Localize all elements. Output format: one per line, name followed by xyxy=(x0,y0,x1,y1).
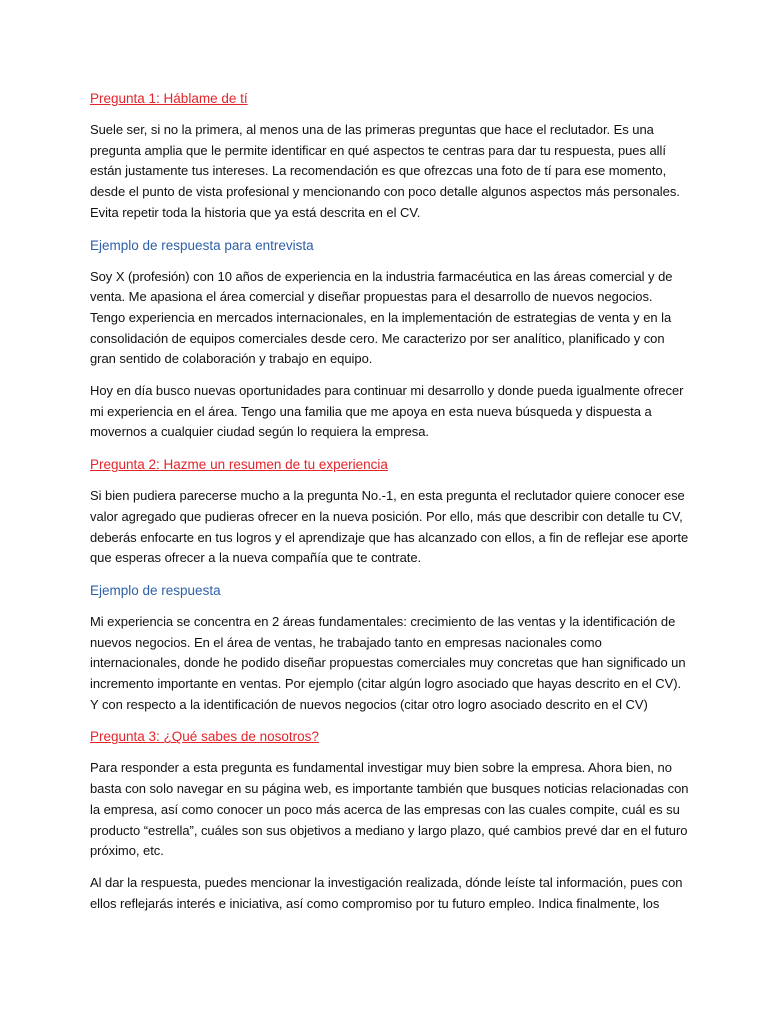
example-1-paragraph-2: Hoy en día busco nuevas oportunidades para continuar mi desarrollo y donde pueda igualmente ofrecer mi experiencia en el área. Tengo una familia que me apoya en esta nueva búsqueda y dispuesta a movernos a cualquier ciudad según lo requiera la empresa. xyxy=(90,383,684,440)
example-2-heading: Ejemplo de respuesta xyxy=(90,582,221,598)
document-page xyxy=(90,88,690,914)
question-3-paragraph-2: Al dar la respuesta, puedes mencionar la investigación realizada, dónde leíste tal información, pues con ellos reflejarás interés e iniciativa, así como compromiso por tu futuro empleo. Indica finalmente, los xyxy=(90,874,683,911)
question-1-heading: Pregunta 1: Háblame de tí xyxy=(90,91,248,106)
question-2-paragraph: Si bien pudiera parecerse mucho a la pregunta No.-1, en esta pregunta el reclutador quiere conocer ese valor agregado que pudieras ofrecer en la nueva posición. Por ello, más que describir con detalle tu CV, deberás enfocarte en tus logros y el aprendizaje que has alcanzado con ellos, a fin de reflejar ese aporte que esperas ofrecer a la nueva compañía que te contrate. xyxy=(90,488,689,566)
question-3-heading: Pregunta 3: ¿Qué sabes de nosotros? xyxy=(90,729,319,745)
question-2-heading: Pregunta 2: Hazme un resumen de tu experiencia xyxy=(90,457,388,473)
question-3-paragraph-1: Para responder a esta pregunta es fundamental investigar muy bien sobre la empresa. Ahora bien, no basta con solo navegar en su página web, es importante también que busques noticias relacionadas con la empresa, así como conocer un poco más acerca de las empresas con las cuales compite, cuál es su producto “estrella”, cuáles son sus objetivos a mediano y largo plazo, qué cambios prevé dar en el futuro próximo, etc. xyxy=(90,760,689,859)
question-1-paragraph: Suele ser, si no la primera, al menos una de las primeras preguntas que hace el reclutador. Es una pregunta amplia que le permite identificar en qué aspectos te centras para dar tu respuesta, pues allí están justamente tus intereses. La recomendación es que ofrezcas una foto de tí para ese momento, desde el punto de vista profesional y mencionando con poco detalle algunos aspectos más personales. Evita repetir toda la historia que ya está descrita en el CV. xyxy=(90,122,680,220)
example-2-paragraph: Mi experiencia se concentra en 2 áreas fundamentales: crecimiento de las ventas y la identificación de nuevos negocios. En el área de ventas, he trabajado tanto en empresas nacionales como internacionales, donde he podido diseñar propuestas comerciales muy concretas que han significado un incremento importante en ventas. Por ejemplo (citar algún logro asociado que hayas descrito en el CV). Y con respecto a la identificación de nuevos negocios (citar otro logro asociado descrito en el CV) xyxy=(90,613,686,712)
example-1-paragraph-1: Soy X (profesión) con 10 años de experiencia en la industria farmacéutica en las áreas comercial y de venta. Me apasiona el área comercial y diseñar propuestas para el desarrollo de nuevos negocios. Tengo experiencia en mercados internacionales, en la implementación de estrategias de venta y en la consolidación de equipos comerciales desde cero. Me caracterizo por ser analítico, planificado y con gran sentido de colaboración y trabajo en equipo. xyxy=(90,268,673,367)
example-1-heading: Ejemplo de respuesta para entrevista xyxy=(90,237,314,253)
